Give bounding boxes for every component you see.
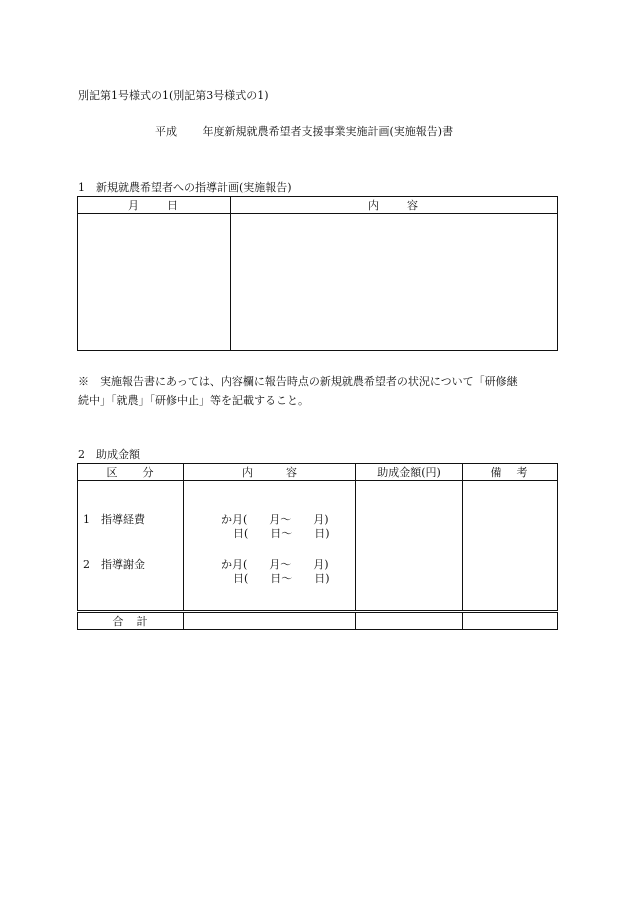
form-number: 別記第1号様式の1(別記第3号様式の1) <box>78 89 269 102</box>
header-content: 内 容 <box>184 464 356 481</box>
header-date: 月 日 <box>78 197 231 214</box>
total-amount-cell[interactable] <box>356 612 463 630</box>
table-header-row <box>78 464 558 481</box>
period-months-fee: か月( 月～ 月) <box>221 558 329 571</box>
table-header-row <box>78 197 558 214</box>
category-cell <box>78 481 184 612</box>
remarks-cell[interactable] <box>463 481 558 612</box>
period-days-expense: 日( 日～ 日) <box>233 527 330 540</box>
total-row <box>78 612 558 630</box>
period-months-expense: か月( 月～ 月) <box>221 513 329 526</box>
section1-heading: 1 新規就農希望者への指導計画(実施報告) <box>78 181 292 194</box>
document-title <box>155 123 453 139</box>
table-row <box>78 214 558 351</box>
title-text: 年度新規就農希望者支援事業実施計画(実施報告)書 <box>202 125 454 138</box>
section2-heading: 2 助成金額 <box>78 448 140 461</box>
title-era: 平成 <box>155 125 177 138</box>
item-label-guidance-fee: 2 指導謝金 <box>83 558 145 571</box>
header-category: 区 分 <box>78 464 184 481</box>
content-cell[interactable] <box>184 481 356 612</box>
item-label-guidance-expense: 1 指導経費 <box>83 513 145 526</box>
total-remarks-cell[interactable] <box>463 612 558 630</box>
subsidy-amount-table <box>77 463 558 630</box>
header-amount: 助成金額(円) <box>356 464 463 481</box>
period-days-fee: 日( 日～ 日) <box>233 572 330 585</box>
content-cell[interactable] <box>231 214 558 351</box>
note-line1: ※ 実施報告書にあっては、内容欄に報告時点の新規就農希望者の状況について「研修継 <box>78 375 518 388</box>
total-content-cell[interactable] <box>184 612 356 630</box>
header-remarks: 備 考 <box>463 464 558 481</box>
note-line2: 続中」「就農」「研修中止」等を記載すること。 <box>78 394 309 407</box>
header-content: 内 容 <box>231 197 558 214</box>
date-cell[interactable] <box>78 214 231 351</box>
amount-cell[interactable] <box>356 481 463 612</box>
guidance-plan-table <box>77 196 558 351</box>
table-row <box>78 481 558 612</box>
total-label: 合 計 <box>78 612 184 630</box>
